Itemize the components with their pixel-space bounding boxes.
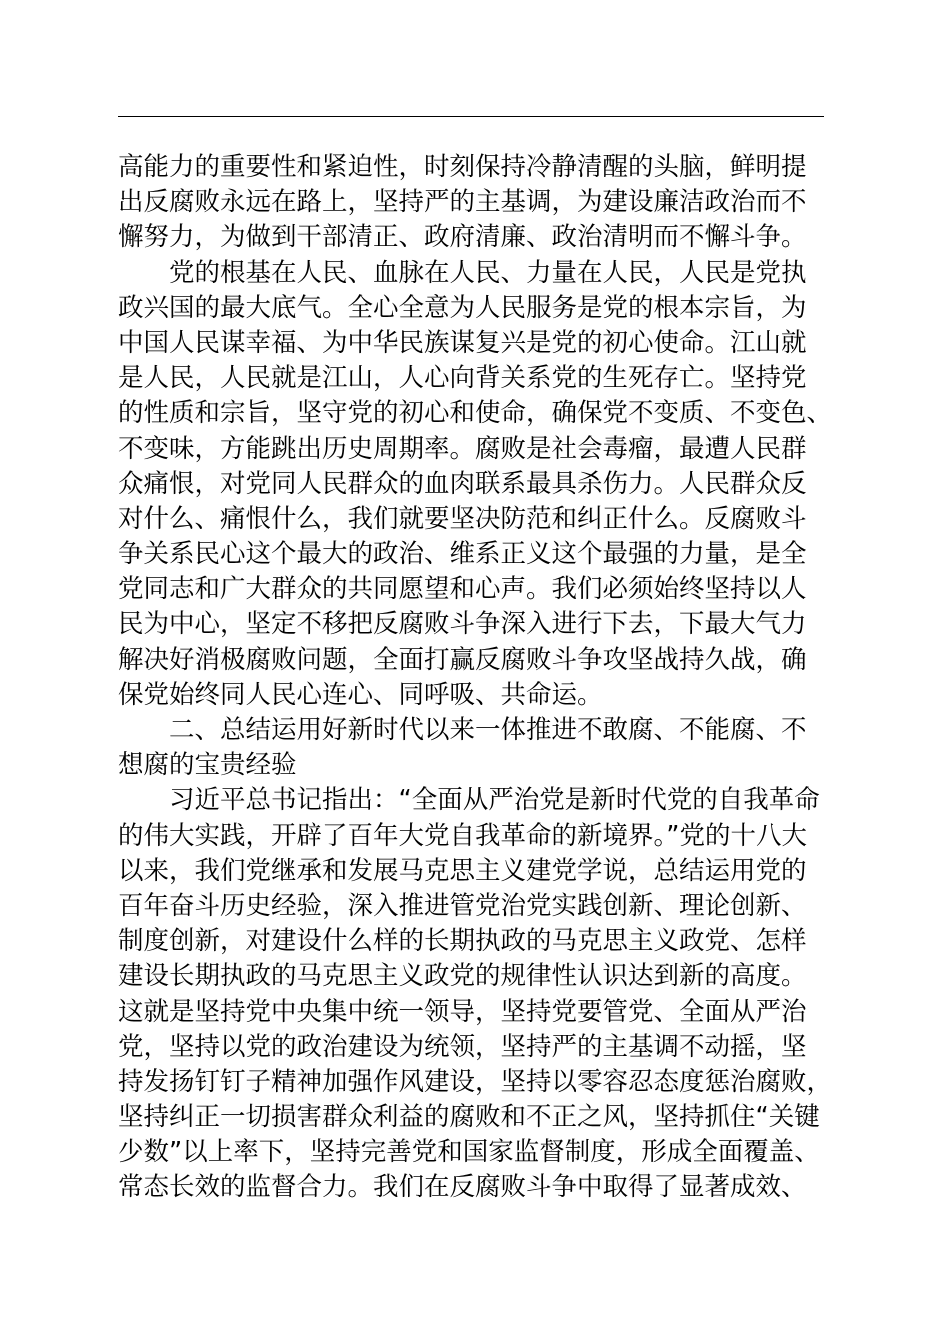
- text-line: 中国人民谋幸福、为中华民族谋复兴是党的初心使命。江山就: [118, 327, 807, 358]
- text-line: 高能力的重要性和紧迫性，时刻保持冷静清醒的头脑，鲜明提: [118, 152, 807, 182]
- text-line: 是人民，人民就是江山，人心向背关系党的生死存亡。坚持党: [118, 363, 807, 394]
- text-line: 百年奋斗历史经验，深入推进管党治党实践创新、理论创新、: [118, 890, 807, 921]
- body-text: [118, 150, 833, 1206]
- text-line: 的伟大实践，开辟了百年大党自我革命的新境界。”党的十八大: [118, 820, 807, 851]
- text-line: 政兴国的最大底气。全心全意为人民服务是党的根本宗旨，为: [118, 292, 807, 323]
- text-line: 的性质和宗旨，坚守党的初心和使命，确保党不变质、不变色、: [118, 398, 833, 429]
- section-heading-line: 想腐的宝贵经验: [118, 750, 297, 781]
- text-line: 建设长期执政的马克思主义政党的规律性认识达到新的高度。: [118, 961, 807, 992]
- text-line: 懈努力，为做到干部清正、政府清廉、政治清明而不懈斗争。: [118, 222, 807, 253]
- paragraph-start-line: 习近平总书记指出：“全面从严治党是新时代党的自我革命: [169, 785, 820, 816]
- text-line: 常态长效的监督合力。我们在反腐败斗争中取得了显著成效、: [118, 1172, 807, 1203]
- header-rule: [118, 116, 824, 117]
- section-heading-line: 二、总结运用好新时代以来一体推进不敢腐、不能腐、不: [169, 715, 807, 745]
- text-line: 不变味，方能跳出历史周期率。腐败是社会毒瘤，最遭人民群: [118, 433, 807, 464]
- text-line: 党同志和广大群众的共同愿望和心声。我们必须始终坚持以人: [118, 574, 807, 605]
- text-line: 解决好消极腐败问题，全面打赢反腐败斗争攻坚战持久战，确: [118, 644, 807, 675]
- text-line: 党，坚持以党的政治建设为统领，坚持严的主基调不动摇，坚: [118, 1031, 807, 1062]
- text-line: 以来，我们党继承和发展马克思主义建党学说，总结运用党的: [118, 855, 807, 886]
- text-line: 这就是坚持党中央集中统一领导，坚持党要管党、全面从严治: [118, 996, 807, 1027]
- text-line: 众痛恨，对党同人民群众的血肉联系最具杀伤力。人民群众反: [118, 468, 807, 499]
- text-line: 坚持纠正一切损害群众利益的腐败和不正之风，坚持抓住“关键: [118, 1102, 820, 1133]
- text-line: 民为中心，坚定不移把反腐败斗争深入进行下去，下最大气力: [118, 609, 807, 640]
- text-line: 出反腐败永远在路上，坚持严的主基调，为建设廉洁政治而不: [118, 187, 807, 218]
- paragraph-start-line: 党的根基在人民、血脉在人民、力量在人民，人民是党执: [169, 257, 807, 288]
- text-line: 少数”以上率下，坚持完善党和国家监督制度，形成全面覆盖、: [118, 1137, 820, 1168]
- text-line: 保党始终同人民心连心、同呼吸、共命运。: [118, 679, 603, 710]
- text-line: 持发扬钉钉子精神加强作风建设，坚持以零容忍态度惩治腐败，: [118, 1066, 833, 1097]
- text-line: 对什么、痛恨什么，我们就要坚决防范和纠正什么。反腐败斗: [118, 503, 807, 534]
- text-line: 争关系民心这个最大的政治、维系正义这个最强的力量，是全: [118, 539, 807, 570]
- text-line: 制度创新，对建设什么样的长期执政的马克思主义政党、怎样: [118, 926, 807, 957]
